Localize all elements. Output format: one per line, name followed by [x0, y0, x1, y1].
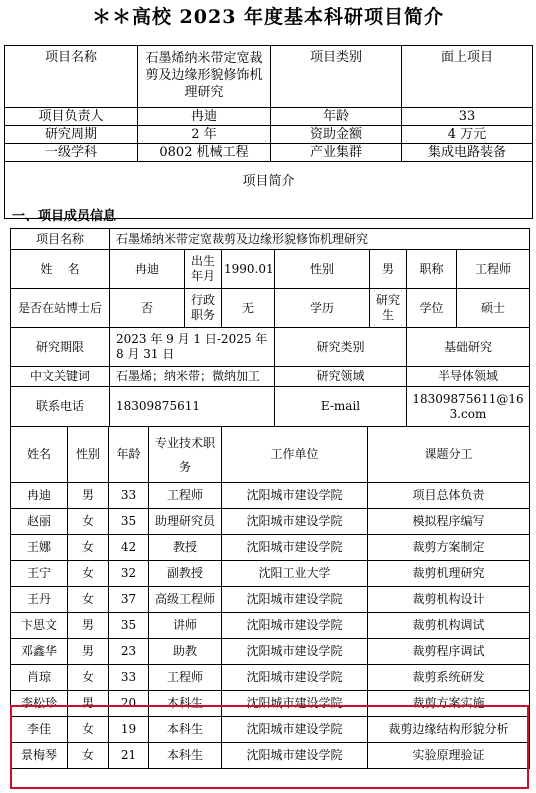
cluster-value: 集成电路装备 — [402, 144, 533, 162]
member-age: 32 — [109, 561, 149, 587]
label-project-type: 项目类别 — [271, 46, 402, 108]
members-body — [11, 483, 530, 769]
member-unit: 沈阳工业大学 — [222, 561, 368, 587]
header-name: 姓名 — [11, 427, 68, 483]
member-unit: 沈阳城市建设学院 — [222, 665, 368, 691]
name-value: 冉迪 — [110, 250, 185, 289]
fund-value: 4 万元 — [402, 126, 533, 144]
label-gender: 性别 — [275, 250, 370, 289]
age-value: 33 — [402, 108, 533, 126]
label-cluster: 产业集群 — [271, 144, 402, 162]
member-gender: 女 — [68, 587, 109, 613]
header-gender: 性别 — [68, 427, 109, 483]
member-position: 工程师 — [149, 483, 222, 509]
document-title: ＊＊高校 2023 年度基本科研项目简介 — [91, 6, 445, 28]
member-age: 33 — [109, 483, 149, 509]
member-age: 19 — [109, 717, 149, 743]
label-leader: 项目负责人 — [5, 108, 138, 126]
label-postdoc: 是否在站博士后 — [11, 289, 110, 328]
member-name: 邓鑫华 — [11, 639, 68, 665]
table-row — [11, 691, 530, 717]
member-name: 李佳 — [11, 717, 68, 743]
label-title: 职称 — [407, 250, 457, 289]
member-task: 裁剪机构设计 — [368, 587, 530, 613]
member-unit: 沈阳城市建设学院 — [222, 743, 368, 769]
member-unit: 沈阳城市建设学院 — [222, 639, 368, 665]
label-phone: 联系电话 — [11, 387, 110, 427]
member-task: 裁剪机构调试 — [368, 613, 530, 639]
members-table — [10, 426, 530, 769]
member-name: 王娜 — [11, 535, 68, 561]
member-position: 本科生 — [149, 743, 222, 769]
field-value: 半导体领域 — [407, 367, 530, 387]
member-unit: 沈阳城市建设学院 — [222, 717, 368, 743]
label-period: 研究周期 — [5, 126, 138, 144]
label-info-project-name: 项目名称 — [11, 229, 110, 250]
member-gender: 女 — [68, 509, 109, 535]
research-period-value: 2023 年 9 月 1 日-2025 年 8 月 31 日 — [110, 328, 275, 367]
member-name: 赵丽 — [11, 509, 68, 535]
member-gender: 男 — [68, 639, 109, 665]
subject-value: 0802 机械工程 — [138, 144, 271, 162]
member-name: 景梅琴 — [11, 743, 68, 769]
member-gender: 女 — [68, 743, 109, 769]
label-email: E-mail — [275, 387, 407, 427]
label-admin: 行政职务 — [185, 289, 222, 328]
label-birth: 出生年月 — [185, 250, 222, 289]
member-task: 裁剪机理研究 — [368, 561, 530, 587]
table-row — [11, 509, 530, 535]
section-heading: 一、项目成员信息 — [12, 209, 117, 224]
email-value: 18309875611@163.com — [407, 387, 530, 427]
project-name-value: 石墨烯纳米带定宽裁剪及边缘形貌修饰机理研究 — [138, 46, 271, 108]
project-type-value: 面上项目 — [402, 46, 533, 108]
member-unit: 沈阳城市建设学院 — [222, 587, 368, 613]
member-task: 裁剪程序调试 — [368, 639, 530, 665]
table-row — [11, 613, 530, 639]
member-age: 35 — [109, 509, 149, 535]
label-keywords: 中文关键词 — [11, 367, 110, 387]
member-gender: 女 — [68, 717, 109, 743]
label-project-name: 项目名称 — [5, 46, 138, 108]
member-position: 工程师 — [149, 665, 222, 691]
label-fund: 资助金额 — [271, 126, 402, 144]
member-position: 本科生 — [149, 717, 222, 743]
member-name: 王宁 — [11, 561, 68, 587]
info-project-name: 石墨烯纳米带定宽裁剪及边缘形貌修饰机理研究 — [110, 229, 530, 250]
header-unit: 工作单位 — [222, 427, 368, 483]
category-value: 基础研究 — [407, 328, 530, 367]
member-position: 助教 — [149, 639, 222, 665]
member-position: 教授 — [149, 535, 222, 561]
member-position: 本科生 — [149, 691, 222, 717]
member-position: 讲师 — [149, 613, 222, 639]
members-header-row — [11, 427, 530, 483]
header-position: 专业技术职务 — [149, 427, 222, 483]
admin-value: 无 — [222, 289, 275, 328]
member-name: 肖琼 — [11, 665, 68, 691]
member-unit: 沈阳城市建设学院 — [222, 483, 368, 509]
label-name: 姓 名 — [11, 250, 110, 289]
member-name: 王丹 — [11, 587, 68, 613]
table-row — [11, 483, 530, 509]
table-row — [11, 587, 530, 613]
phone-value: 18309875611 — [110, 387, 275, 427]
table-row — [11, 561, 530, 587]
member-gender: 女 — [68, 535, 109, 561]
member-gender: 女 — [68, 665, 109, 691]
table-row — [11, 665, 530, 691]
degree-value: 硕士 — [457, 289, 530, 328]
member-age: 33 — [109, 665, 149, 691]
member-task: 裁剪方案实施 — [368, 691, 530, 717]
leader-value: 冉迪 — [138, 108, 271, 126]
member-age: 37 — [109, 587, 149, 613]
member-unit: 沈阳城市建设学院 — [222, 613, 368, 639]
header-task: 课题分工 — [368, 427, 530, 483]
member-task: 裁剪方案制定 — [368, 535, 530, 561]
table-row — [11, 743, 530, 769]
member-unit: 沈阳城市建设学院 — [222, 509, 368, 535]
member-name: 李松珍 — [11, 691, 68, 717]
intro-title-text: 项目简介 — [242, 174, 295, 189]
member-position: 副教授 — [149, 561, 222, 587]
member-task: 裁剪边缘结构形貌分析 — [368, 717, 530, 743]
header-age: 年龄 — [109, 427, 149, 483]
member-unit: 沈阳城市建设学院 — [222, 535, 368, 561]
member-age: 23 — [109, 639, 149, 665]
member-gender: 男 — [68, 691, 109, 717]
member-gender: 男 — [68, 613, 109, 639]
member-info-table — [10, 228, 530, 427]
member-position: 助理研究员 — [149, 509, 222, 535]
period-value: 2 年 — [138, 126, 271, 144]
member-age: 21 — [109, 743, 149, 769]
member-task: 裁剪系统研发 — [368, 665, 530, 691]
member-task: 项目总体负责 — [368, 483, 530, 509]
keywords-value: 石墨烯；纳米带；微纳加工 — [110, 367, 275, 387]
table-row — [11, 717, 530, 743]
edu-value: 研究生 — [370, 289, 407, 328]
member-age: 35 — [109, 613, 149, 639]
label-category: 研究类别 — [275, 328, 407, 367]
label-edu: 学历 — [275, 289, 370, 328]
member-gender: 女 — [68, 561, 109, 587]
member-unit: 沈阳城市建设学院 — [222, 691, 368, 717]
birth-value: 1990.01 — [222, 250, 275, 289]
member-task: 模拟程序编写 — [368, 509, 530, 535]
member-name: 冉迪 — [11, 483, 68, 509]
label-research-period: 研究期限 — [11, 328, 110, 367]
label-subject: 一级学科 — [5, 144, 138, 162]
member-gender: 男 — [68, 483, 109, 509]
table-row — [11, 535, 530, 561]
gender-value: 男 — [370, 250, 407, 289]
postdoc-value: 否 — [110, 289, 185, 328]
title-value: 工程师 — [457, 250, 530, 289]
table-row — [11, 639, 530, 665]
label-degree: 学位 — [407, 289, 457, 328]
label-age: 年龄 — [271, 108, 402, 126]
member-age: 42 — [109, 535, 149, 561]
member-name: 卞思文 — [11, 613, 68, 639]
label-field: 研究领域 — [275, 367, 407, 387]
member-position: 高级工程师 — [149, 587, 222, 613]
member-age: 20 — [109, 691, 149, 717]
member-task: 实验原理验证 — [368, 743, 530, 769]
basic-info-table — [4, 45, 533, 219]
